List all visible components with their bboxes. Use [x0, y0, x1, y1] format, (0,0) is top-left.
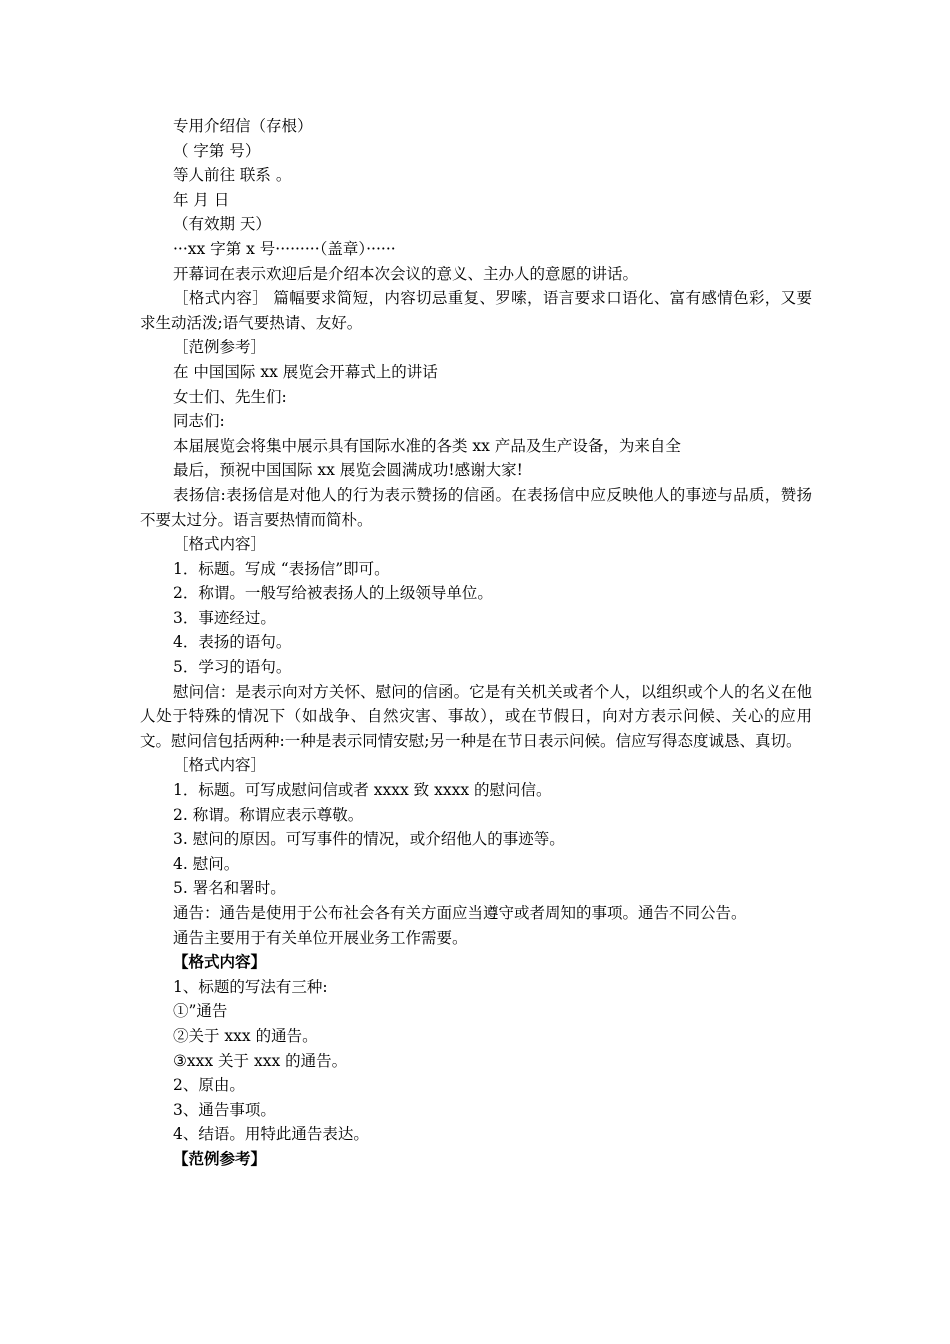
text-line: ②关于 xxx 的通告。	[173, 1026, 318, 1045]
text-line: 4. 慰问。	[173, 854, 240, 873]
text-line: 3. 慰问的原因。可写事件的情况，或介绍他人的事迹等。	[173, 830, 565, 849]
text-paragraph: ［格式内容］ 篇幅要求简短，内容切忌重复、罗嗦，语言要求口语化、富有感情色彩，又要求生动活泼;语气要热请、友好。	[140, 289, 812, 332]
text-line: ③xxx 关于 xxx 的通告。	[173, 1051, 348, 1070]
text-line: 4．表扬的语句。	[173, 633, 292, 652]
text-line: 年 月 日	[173, 190, 230, 209]
text-line: （ 字第 号）	[173, 141, 261, 160]
text-line: ［格式内容］	[173, 535, 267, 554]
text-line: 【格式内容】	[173, 952, 267, 972]
text-line: 女士们、先生们:	[173, 387, 287, 406]
text-line: 5．学习的语句。	[173, 658, 292, 677]
text-line: （有效期 天）	[173, 215, 271, 234]
text-line: 3．事迹经过。	[173, 608, 276, 627]
text-line: 本届展览会将集中展示具有国际水准的各类 xx 产品及生产设备，为来自全	[173, 436, 681, 455]
text-line: 2. 称谓。称谓应表示尊敬。	[173, 805, 364, 824]
text-line: 通告：通告是使用于公布社会各有关方面应当遵守或者周知的事项。通告不同公告。	[173, 904, 747, 922]
text-line: ···xx 字第 x 号·········（盖章）······	[173, 239, 396, 258]
text-line: 2．称谓。一般写给被表扬人的上级领导单位。	[173, 584, 493, 603]
text-line: 2、原由。	[173, 1076, 245, 1095]
text-line: 4、结语。用特此通告表达。	[173, 1125, 369, 1144]
text-line: 最后，预祝中国国际 xx 展览会圆满成功!感谢大家!	[173, 461, 523, 480]
text-line: 3、通告事项。	[173, 1100, 276, 1119]
text-line: 1、标题的写法有三种:	[173, 977, 328, 996]
text-line: 1．标题。写成 “表扬信”即可。	[173, 559, 390, 578]
text-line: 专用介绍信（存根）	[173, 117, 313, 135]
text-line: 通告主要用于有关单位开展业务工作需要。	[173, 928, 468, 947]
text-line: 1．标题。可写成慰问信或者 xxxx 致 xxxx 的慰问信。	[173, 781, 552, 800]
text-line: ［格式内容］	[173, 756, 267, 775]
text-line: 5. 署名和署时。	[173, 879, 286, 898]
text-line: 同志们:	[173, 412, 225, 431]
document-body	[140, 114, 812, 1172]
text-line: ①”通告	[173, 1002, 228, 1021]
text-paragraph: 表扬信:表扬信是对他人的行为表示赞扬的信函。在表扬信中应反映他人的事迹与品质，赞扬不要太过分。语言要热情而简朴。	[140, 485, 812, 529]
text-line: 在 中国国际 xx 展览会开幕式上的讲话	[173, 362, 438, 381]
text-line: 等人前往 联系 。	[173, 166, 292, 185]
text-line: 【范例参考】	[173, 1148, 267, 1168]
text-line: 开幕词在表示欢迎后是介绍本次会议的意义、主办人的意愿的讲话。	[173, 264, 639, 283]
text-line: ［范例参考］	[173, 338, 267, 357]
text-paragraph: 慰问信：是表示向对方关怀、慰问的信函。它是有关机关或者个人，以组织或个人的名义在他人处于特殊的情况下（如战争、自然灾害、事故），或在节假日，向对方表示问候、关心的应用文。慰问信包括两种:一种是表示同情安慰;另一种是在节日表示问候。信应写得态度诚恳、真切。	[140, 682, 812, 750]
